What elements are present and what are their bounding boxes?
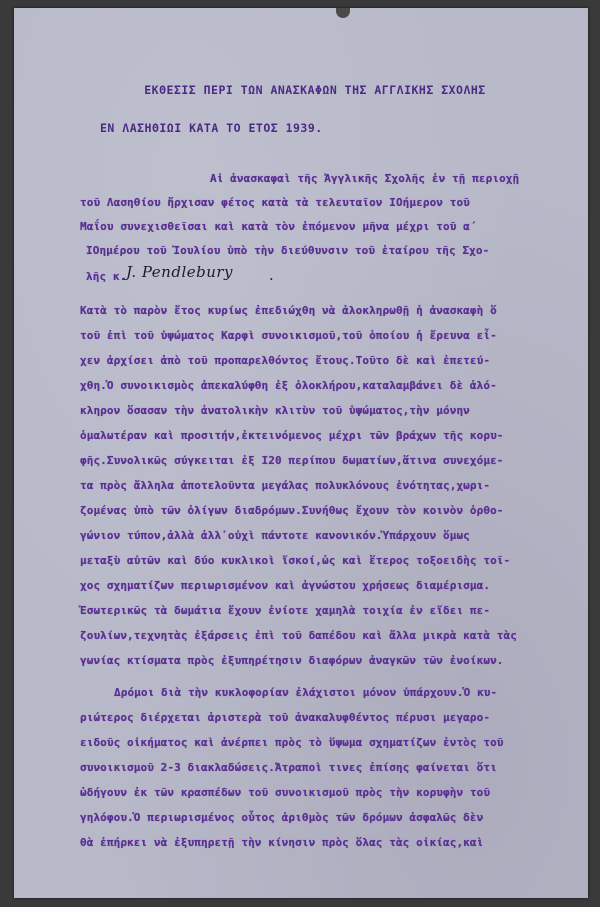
body-line: ΙΟημέρου τοῦ Ἰουλίου ὑπὸ τὴν διεύθυνσιν τοῦ ἑταίρου τῆς Σχο-	[86, 244, 490, 257]
handwritten-dot: .	[269, 266, 275, 284]
body-line: φῆς.Συνολικῶς σύγκειται ἐξ Ι20 περίπου δωματίων,ἅτινα συνεχόμε-	[80, 454, 504, 467]
body-line: τοῦ Λασηθίου ἤρχισαν φέτος κατὰ τὰ τελευταῖον ΙΟήμερον τοῦ	[80, 196, 470, 209]
body-line: χος σχηματίζων περιωρισμένον καὶ ἀγνώστου χρήσεως διαμέρισμα.	[80, 579, 491, 592]
body-line: γώνιον τύπον,ἀλλὰ ἀλλ᾽οὐχὶ πάντοτε κανονικόν.Ὑπάρχουν ὅμως	[80, 529, 470, 542]
body-line: κληρον ὅσασαν τὴν ἀνατολικὴν κλιτὺν τοῦ ὑψώματος,τὴν μόνην	[80, 404, 470, 417]
body-line: μεταξὺ αὐτῶν καὶ δύο κυκλικοὶ ἴσκοί,ὡς καὶ ἕτερος τοξοειδὴς τοῖ-	[80, 554, 511, 567]
body-line: ειδοῦς οἰκήματος καὶ ἀνέρπει πρὸς τὸ ὕψωμα σχηματίζων ἐντὸς τοῦ	[80, 736, 504, 749]
body-line: Μαΐου συνεχισθεῖσαι καὶ κατὰ τὸν ἑπόμενον μῆνα μέχρι τοῦ α΄	[80, 220, 477, 233]
document-title-line-1: ΕΚΘΕΣΙΣ ΠΕΡΙ ΤΩΝ ΑΝΑΣΚΑΦΩΝ ΤΗΣ ΑΓΓΛΙΚΗΣ ΣΧΟΛΗΣ	[144, 83, 486, 97]
body-line: ζουλίων,τεχνητὰς ἐξάρσεις ἐπὶ τοῦ δαπέδου καὶ ἄλλα μικρὰ κατὰ τὰς	[80, 629, 517, 642]
body-line: ζομένας ὑπὸ τῶν ὀλίγων διαδρόμων.Συνήθως ἔχουν τὸν κοινὸν ὀρθο-	[80, 504, 504, 517]
body-line: γωνίας κτίσματα πρὸς ἐξυπηρέτησιν διαφόρων ἀναγκῶν τῶν ἐνοίκων.	[80, 654, 504, 667]
body-line: Αἱ ἀνασκαφαὶ τῆς Ἀγγλικῆς Σχολῆς ἐν τῇ περιοχῇ	[210, 172, 520, 185]
body-line: λῆς κ.	[86, 270, 127, 283]
body-line: συνοικισμοῦ 2-3 διακλαδώσεις.Ἀτραποὶ τινες ἐπίσης φαίνεται ὅτι	[80, 761, 497, 774]
body-line: ὡδήγουν ἐκ τῶν κρασπέδων τοῦ συνοικισμοῦ πρὸς τὴν κορυφὴν τοῦ	[80, 786, 491, 799]
body-line: ριώτερος διέρχεται ἀριστερὰ τοῦ ἀνακαλυφθέντος πέρυσι μεγαρο-	[80, 711, 491, 724]
body-line: ὁμαλωτέραν καὶ προσιτήν,ἐκτεινόμενος μέχρι τῶν βράχων τῆς κορυ-	[80, 429, 504, 442]
document-title-line-2: ΕΝ ΛΑΣΗΘΙΩΙ ΚΑΤΑ ΤΟ ΕΤΟΣ 1939.	[100, 121, 323, 135]
document-page	[14, 8, 588, 898]
body-line: χθη.Ὁ συνοικισμὸς ἀπεκαλύφθη ἐξ ὁλοκλήρου,καταλαμβάνει δὲ ἁλό-	[80, 379, 497, 392]
body-line: Κατὰ τὸ παρὸν ἔτος κυρίως ἐπεδιώχθη νὰ ἀλοκληρωθῇ ἡ ἀνασκαφὴ ὅ	[80, 304, 497, 317]
body-line: Δρόμοι διὰ τὴν κυκλοφορίαν ἐλάχιστοι μόνον ὑπάρχουν.Ὁ κυ-	[114, 686, 498, 699]
body-line: τοῦ ἐπὶ τοῦ ὑψώματος Καρφὶ συνοικισμοῦ,τοῦ ὁποίου ἡ ἔρευνα εἶ-	[80, 329, 497, 342]
body-line: Ἐσωτερικῶς τὰ δωμάτια ἔχουν ἐνίοτε χαμηλὰ τοιχία ἐν εἴδει πε-	[80, 604, 491, 617]
body-line: χεν ἀρχίσει ἀπὸ τοῦ προπαρελθόντος ἔτους.Τοῦτο δὲ καὶ ἐπετεύ-	[80, 354, 491, 367]
body-line: θὰ ἐπήρκει νὰ ἐξυπηρετῇ τὴν κίνησιν πρὸς ὅλας τὰς οἰκίας,καὶ	[80, 836, 484, 849]
body-line: γηλόφου.Ὁ περιωρισμένος οὗτος ἀριθμὸς τῶν δρόμων ἀσφαλῶς δὲν	[80, 811, 484, 824]
document-body	[14, 8, 588, 898]
body-line: τα πρὸς ἄλληλα ἀποτελοῦντα μεγάλας πολυκλόνους ἑνότητας,χωρι-	[80, 479, 491, 492]
handwritten-name: J. Pendlebury	[126, 263, 234, 281]
